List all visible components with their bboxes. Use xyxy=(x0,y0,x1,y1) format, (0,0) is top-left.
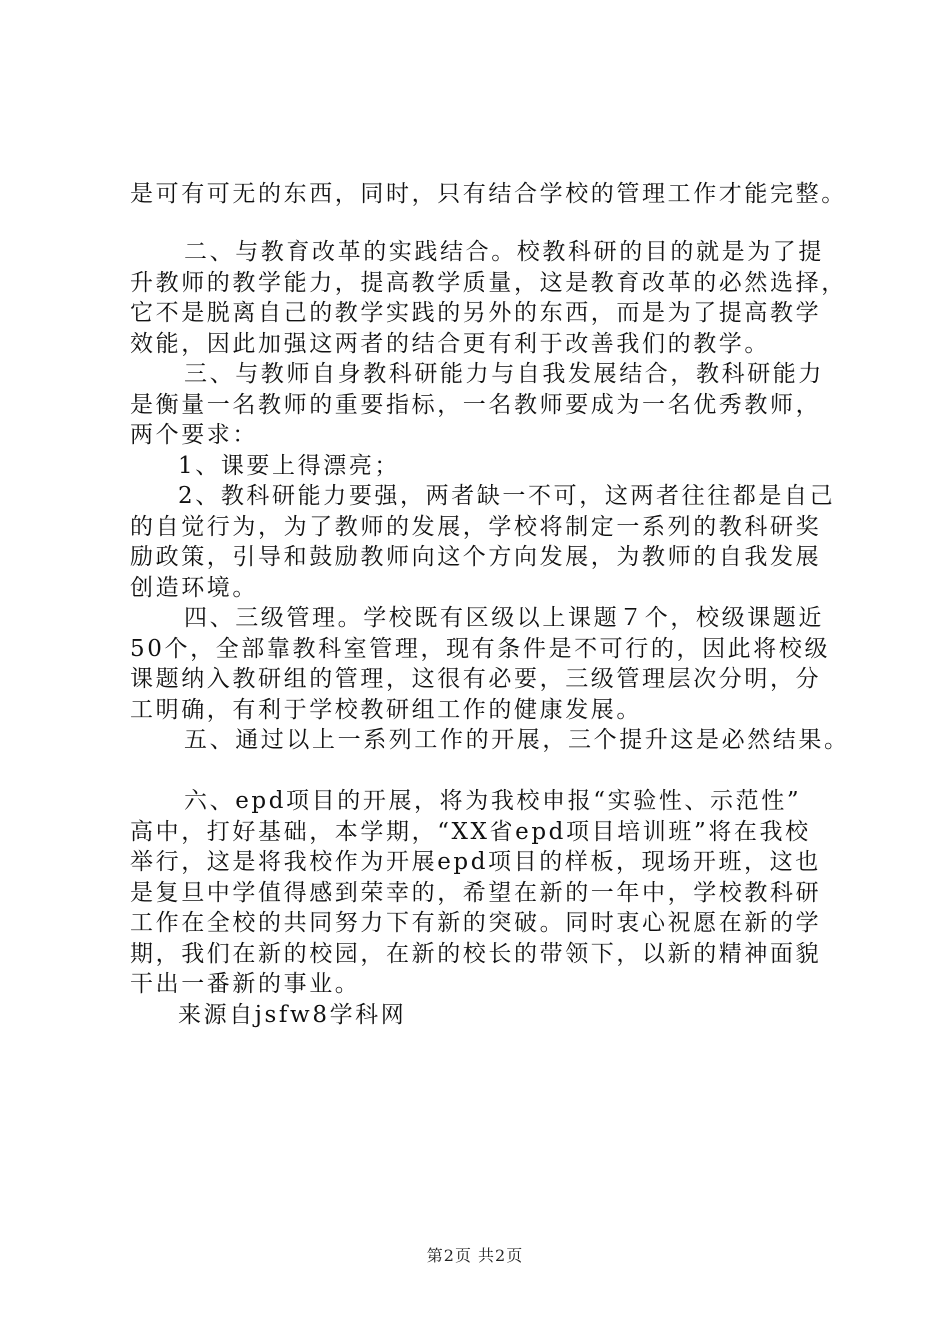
text-line: 课题纳入教研组的管理，这很有必要，三级管理层次分明，分 xyxy=(130,666,822,692)
page-footer: 第2页 共2页 xyxy=(426,1246,524,1265)
text-line: 工明确，有利于学校教研组工作的健康发展。 xyxy=(130,697,642,723)
text-line: 励政策，引导和鼓励教师向这个方向发展，为教师的自我发展 xyxy=(130,544,822,570)
text-line: 干出一番新的事业。 xyxy=(130,971,361,997)
text-line: 效能，因此加强这两者的结合更有利于改善我们的教学。 xyxy=(130,331,770,357)
text-line: 是衡量一名教师的重要指标，一名教师要成为一名优秀教师， xyxy=(130,392,822,418)
source-line: 来源自jsfw8学科网 xyxy=(178,1002,407,1028)
text-line: 是复旦中学值得感到荣幸的，希望在新的一年中，学校教科研 xyxy=(130,880,822,906)
text-line: 五、通过以上一系列工作的开展，三个提升这是必然结果。 xyxy=(184,727,850,753)
text-line: 50个，全部靠教科室管理，现有条件是不可行的，因此将校级 xyxy=(130,636,831,662)
text-line: 四、三级管理。学校既有区级以上课题７个，校级课题近 xyxy=(184,605,824,631)
text-line: 三、与教师自身教科研能力与自我发展结合，教科研能力 xyxy=(184,361,824,387)
text-line: 二、与教育改革的实践结合。校教科研的目的就是为了提 xyxy=(184,239,824,265)
text-line: 期，我们在新的校园，在新的校长的带领下，以新的精神面貌 xyxy=(130,941,822,967)
text-line: 升教师的教学能力，提高教学质量，这是教育改革的必然选择， xyxy=(130,270,847,296)
text-line: 举行，这是将我校作为开展epd项目的样板，现场开班，这也 xyxy=(130,849,821,875)
text-line: 是可有可无的东西，同时，只有结合学校的管理工作才能完整。 xyxy=(130,181,847,207)
text-line: 创造环境。 xyxy=(130,575,258,601)
text-line: 它不是脱离自己的教学实践的另外的东西，而是为了提高教学 xyxy=(130,300,822,326)
text-line: 的自觉行为，为了教师的发展，学校将制定一系列的教科研奖 xyxy=(130,514,822,540)
text-line: 两个要求： xyxy=(130,422,258,448)
text-line: 六、epd项目的开展，将为我校申报“实验性、示范性” xyxy=(184,788,802,814)
text-line: 工作在全校的共同努力下有新的突破。同时衷心祝愿在新的学 xyxy=(130,910,822,936)
list-item: 2、教科研能力要强，两者缺一不可，这两者往往都是自己 xyxy=(178,483,836,509)
list-item: 1、课要上得漂亮； xyxy=(178,453,401,479)
text-line: 高中，打好基础，本学期，“XX省epd项目培训班”将在我校 xyxy=(130,819,811,845)
